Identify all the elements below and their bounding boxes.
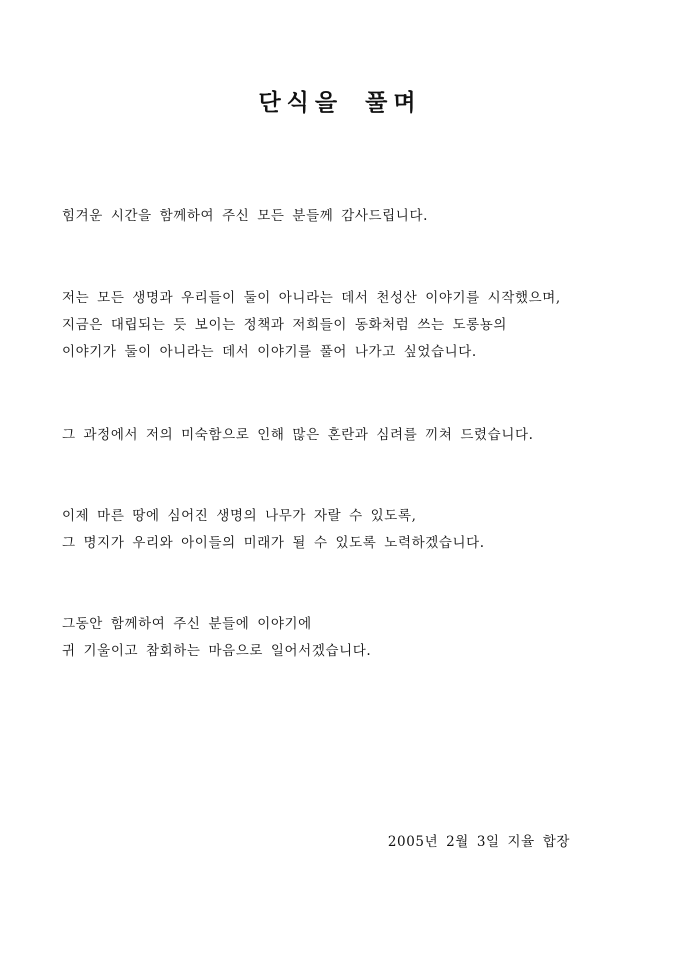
paragraph-line: 귀 기울이고 참회하는 마음으로 일어서겠습니다. [62, 643, 372, 659]
paragraph-line: 그 과정에서 저의 미숙함으로 인해 많은 혼란과 심려를 끼쳐 드렸습니다. [62, 427, 534, 443]
paragraph-line: 그동안 함께하여 주신 분들에 이야기에 [62, 616, 312, 632]
paragraph-line: 힘겨운 시간을 함께하여 주신 모든 분들께 감사드립니다. [62, 208, 428, 224]
paragraph-apology [62, 422, 662, 449]
paragraph-closing [62, 611, 662, 665]
signature-date: 2005년 2월 3일 지율 합장 [387, 834, 570, 850]
paragraph-line: 그 명지가 우리와 아이들의 미래가 될 수 있도록 노력하겠습니다. [62, 535, 485, 551]
paragraph-line: 저는 모든 생명과 우리들이 둘이 아니라는 데서 천성산 이야기를 시작했으며, [62, 290, 561, 306]
paragraph-story [62, 285, 662, 366]
paragraph-line: 이제 마른 땅에 심어진 생명의 나무가 자랄 수 있도록, [62, 508, 417, 524]
letter-title: 단식을 풀며 [258, 89, 422, 116]
paragraph-promise [62, 503, 662, 557]
paragraph-line: 이야기가 둘이 아니라는 데서 이야기를 풀어 나가고 싶었습니다. [62, 344, 477, 360]
paragraph-gratitude [62, 203, 662, 230]
paragraph-line: 지금은 대립되는 듯 보이는 정책과 저희들이 동화처럼 쓰는 도롱뇽의 [62, 317, 508, 333]
